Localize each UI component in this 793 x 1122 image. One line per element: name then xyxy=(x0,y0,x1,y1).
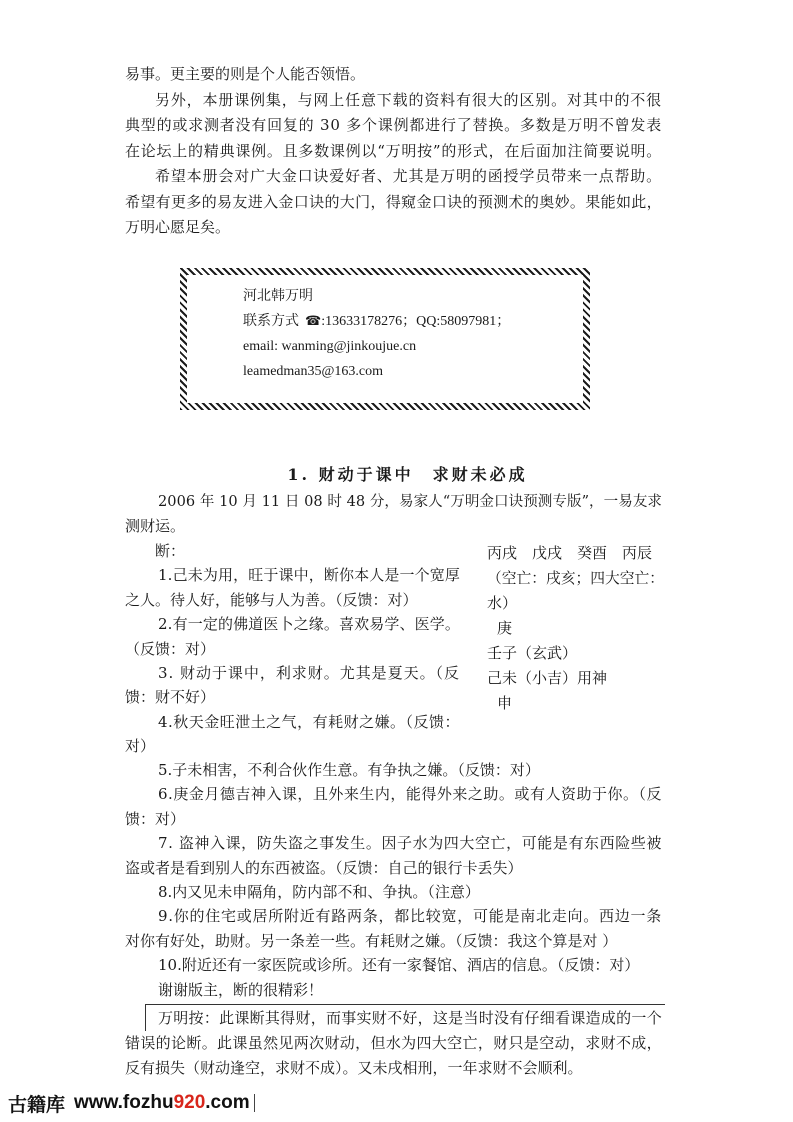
url-prefix: www.fozhu xyxy=(74,1092,174,1113)
note-line: 错误的论断。此课虽然见两次财动，但水为四大空亡，财只是空动，求财不成， xyxy=(125,1033,662,1052)
preface-line: 希望本册会对广大金口诀爱好者、尤其是万明的函授学员带来一点帮助。 xyxy=(155,167,662,185)
judgement-continued xyxy=(125,758,662,1002)
chart-line: 己未（小吉）用神 xyxy=(487,668,608,687)
judgement-line: 6.庚金月德吉神入课，且外来生内，能得外来之助。或有人资助于你。（反 xyxy=(158,785,662,804)
judgement-line: 对你有好处，助财。另一条差一些。有耗财之嫌。（反馈：我这个算是对 ） xyxy=(125,931,618,950)
contact-box xyxy=(180,268,590,410)
judgement-line: 2.有一定的佛道医卜之缘。喜欢易学、医学。 xyxy=(158,615,460,634)
judgement-line: 盗或者是看到别人的东西被盗。（反馈：自己的银行卡丢失） xyxy=(125,858,523,877)
case-intro-line: 测财运。 xyxy=(125,517,186,536)
judgement-column xyxy=(125,539,460,759)
contact-email-alt: leamedman35@163.com xyxy=(243,364,384,379)
preface-paragraph xyxy=(125,62,662,241)
preface-line: 万明心愿足矣。 xyxy=(125,218,231,236)
judgement-line: 之人。待人好，能够与人为善。（反馈：对） xyxy=(125,590,418,609)
contact-phone-label: 联系方式 xyxy=(243,314,299,329)
judgement-line: 对） xyxy=(125,737,156,756)
judgement-line: 馈：对） xyxy=(125,809,186,828)
author-note xyxy=(125,1006,662,1081)
judgement-line: 9.你的住宅或居所附近有路两条，都比较宽，可能是南北走向。西边一条 xyxy=(158,907,662,926)
url-suffix: .com xyxy=(205,1092,250,1113)
note-line: 万明按：此课断其得财，而事实财不好，这是当时没有仔细看课造成的一个 xyxy=(158,1008,662,1027)
judgement-label: 断： xyxy=(155,542,186,560)
chart-line: 丙戌 戊戌 癸酉 丙辰 xyxy=(487,543,653,562)
edge-bar xyxy=(254,1094,255,1112)
contact-email: email: wanming@jinkoujue.cn xyxy=(243,339,417,354)
contact-name: 河北韩万明 xyxy=(243,289,313,304)
watermark-footer xyxy=(8,1091,255,1115)
case-intro-line: 2006 年 10 月 11 日 08 时 48 分，易家人“万明金口诀预测专版”，一易友求 xyxy=(158,493,663,510)
judgement-line: 7. 盗神入课，防失盗之事发生。因子水为四大空亡，可能是有东西险些被 xyxy=(158,834,662,853)
site-url xyxy=(74,1092,250,1114)
telephone-icon xyxy=(305,314,321,329)
chart-line: 申 xyxy=(497,693,513,712)
judgement-line: （反馈：对） xyxy=(125,639,216,658)
judgement-line: 5.子未相害，不利合伙作生意。有争执之嫌。（反馈：对） xyxy=(158,761,540,779)
case-title: 1. 财动于课中 求财未必成 xyxy=(287,465,528,484)
contact-phone-line xyxy=(243,309,583,334)
judgement-line: 10.附近还有一家医院或诊所。还有一家餐馆、酒店的信息。（反馈：对） xyxy=(158,956,640,975)
chart-line: 壬子（玄武） xyxy=(487,643,578,662)
preface-line: 在论坛上的精典课例。且多数课例以“万明按”的形式，在后面加注简要说明。 xyxy=(125,141,663,160)
reply-line: 谢谢版主，断的很精彩！ xyxy=(158,980,324,999)
chart-line: （空亡：戌亥；四大空亡： xyxy=(487,569,664,587)
preface-line: 易事。更主要的则是个人能否领悟。 xyxy=(125,65,366,83)
judgement-line: 馈：财不好） xyxy=(125,688,216,707)
note-line: 反有损失（财动逢空，求财不成）。又未戌相刑，一年求财不会顺利。 xyxy=(125,1058,583,1077)
judgement-line: 8.内又见未申隔角，防内部不和、争执。（注意） xyxy=(158,883,480,902)
divination-chart xyxy=(487,541,665,716)
judgement-line: 1.己未为用，旺于课中，断你本人是一个宽厚 xyxy=(158,566,460,585)
chart-line: 水） xyxy=(487,593,518,612)
site-name: 古籍库 xyxy=(8,1094,66,1116)
preface-line: 典型的或求测者没有回复的 30 多个课例都进行了替换。多数是万明不曾发表 xyxy=(125,116,662,134)
preface-line: 另外，本册课例集，与网上任意下载的资料有很大的区别。对其中的不很 xyxy=(155,90,662,109)
chart-line: 庚 xyxy=(497,618,513,637)
case-intro xyxy=(125,490,662,539)
judgement-line: 4.秋天金旺泄土之气，有耗财之嫌。（反馈： xyxy=(158,712,460,731)
url-accent: 920 xyxy=(173,1092,206,1113)
judgement-line: 3. 财动于课中，利求财。尤其是夏天。（反 xyxy=(158,664,460,683)
contact-phone-value: :13633178276；QQ:58097981； xyxy=(321,314,511,329)
preface-line: 希望有更多的易友进入金口诀的大门，得窥金口诀的预测术的奥妙。果能如此， xyxy=(125,192,662,211)
